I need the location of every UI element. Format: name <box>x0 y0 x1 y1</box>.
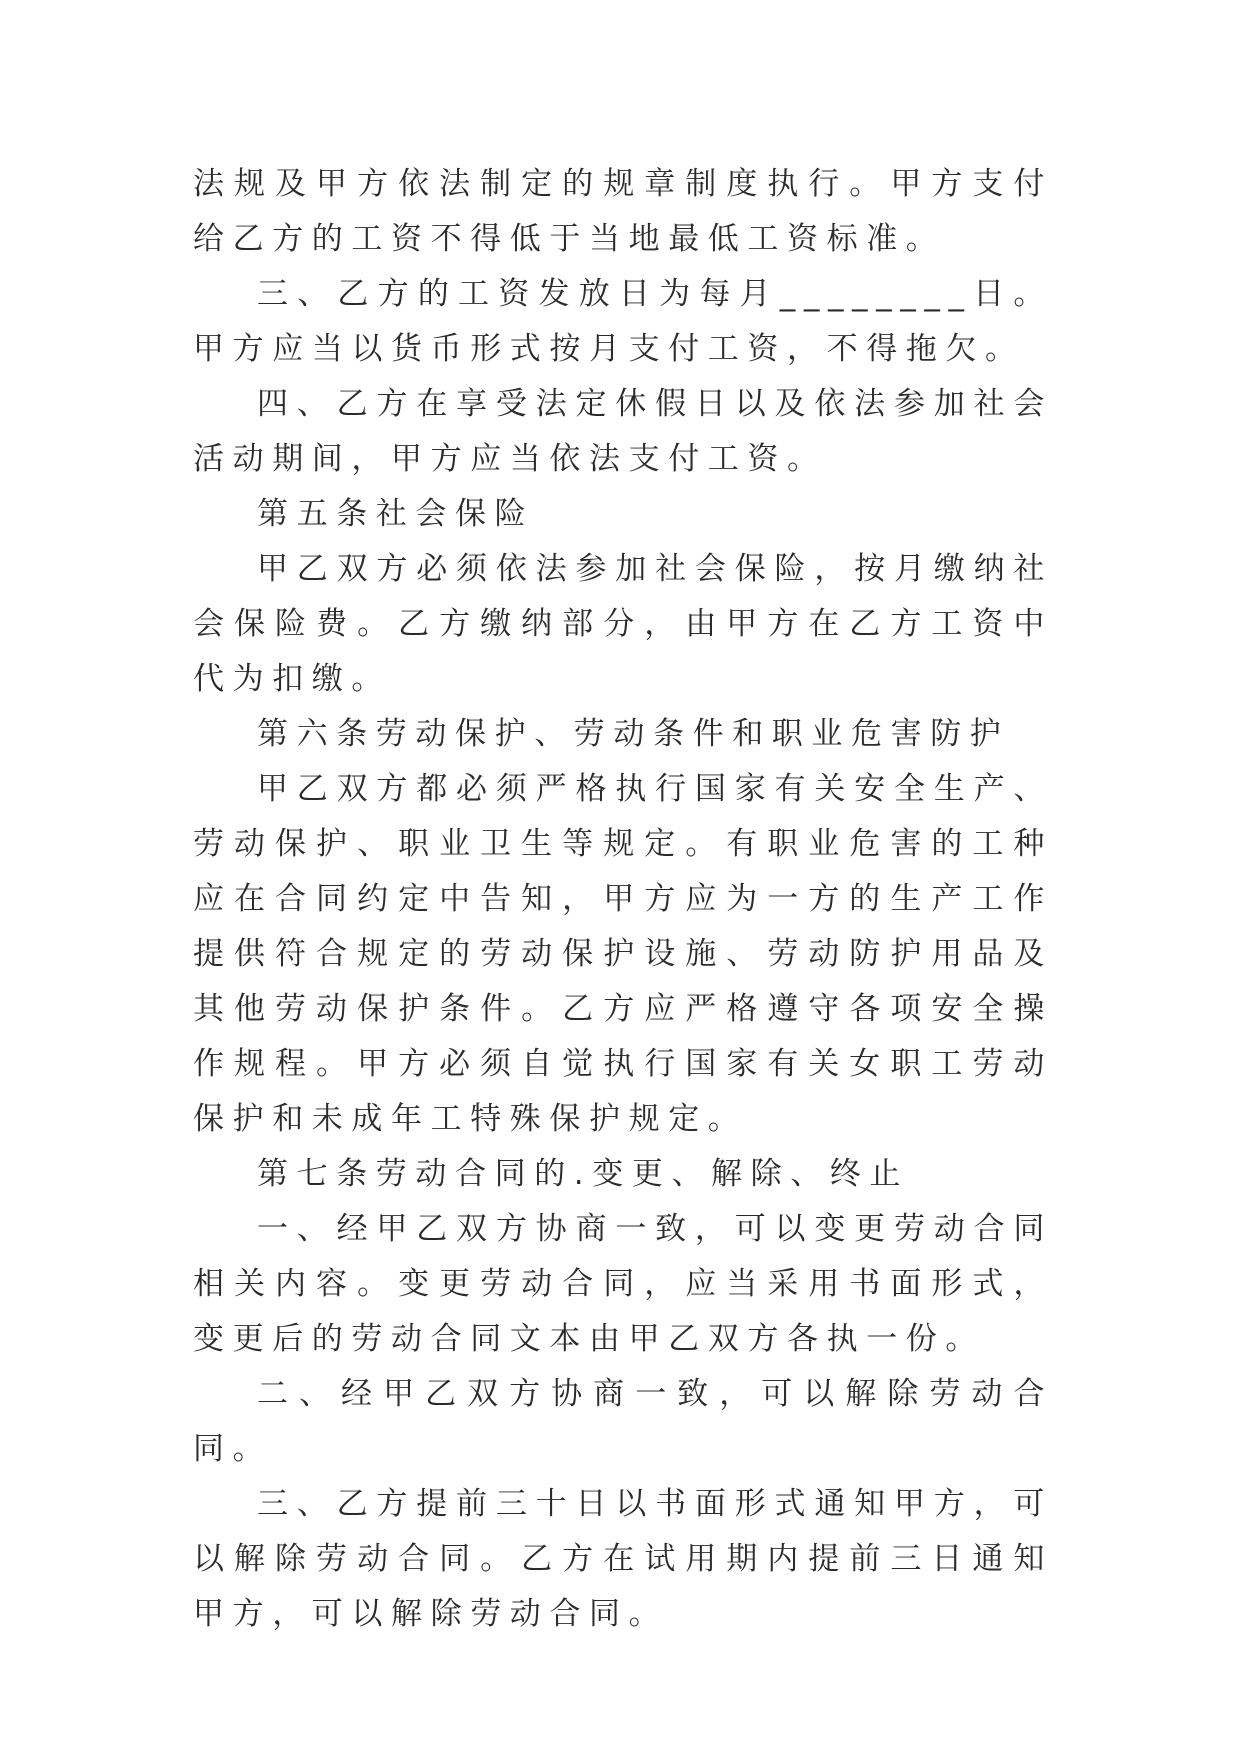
paragraph-contract-change: 一、经甲乙双方协商一致，可以变更劳动合同相关内容。变更劳动合同，应当采用书面形式，变更后的劳动合同文本由甲乙双方各执一份。 <box>193 1211 1053 1357</box>
paragraph-contract-termination-mutual: 二、经甲乙双方协商一致，可以解除劳动合同。 <box>193 1376 1053 1467</box>
heading-article-7: 第七条劳动合同的.变更、解除、终止 <box>257 1156 910 1192</box>
document-body <box>193 157 1053 1642</box>
paragraph-holiday-wages: 四、乙方在享受法定休假日以及依法参加社会活动期间，甲方应当依法支付工资。 <box>193 386 1053 477</box>
heading-article-5: 第五条社会保险 <box>257 496 535 532</box>
paragraph-wage-rules-continued: 法规及甲方依法制定的规章制度执行。甲方支付给乙方的工资不得低于当地最低工资标准。 <box>193 166 1053 257</box>
paragraph-social-insurance: 甲乙双方必须依法参加社会保险，按月缴纳社会保险费。乙方缴纳部分，由甲方在乙方工资中代为扣缴。 <box>193 551 1053 697</box>
heading-article-6: 第六条劳动保护、劳动条件和职业危害防护 <box>257 716 1010 752</box>
paragraph-wage-payment-day: 三、乙方的工资发放日为每月________日。甲方应当以货币形式按月支付工资，不得拖欠。 <box>193 276 1053 367</box>
paragraph-labor-protection: 甲乙双方都必须严格执行国家有关安全生产、劳动保护、职业卫生等规定。有职业危害的工种应在合同约定中告知，甲方应为一方的生产工作提供符合规定的劳动保护设施、劳动防护用品及其他劳动保护条件。乙方应严格遵守各项安全操作规程。甲方必须自觉执行国家有关女职工劳动保护和未成年工特殊保护规定。 <box>193 771 1053 1137</box>
paragraph-contract-termination-notice: 三、乙方提前三十日以书面形式通知甲方，可以解除劳动合同。乙方在试用期内提前三日通知甲方，可以解除劳动合同。 <box>193 1486 1053 1632</box>
